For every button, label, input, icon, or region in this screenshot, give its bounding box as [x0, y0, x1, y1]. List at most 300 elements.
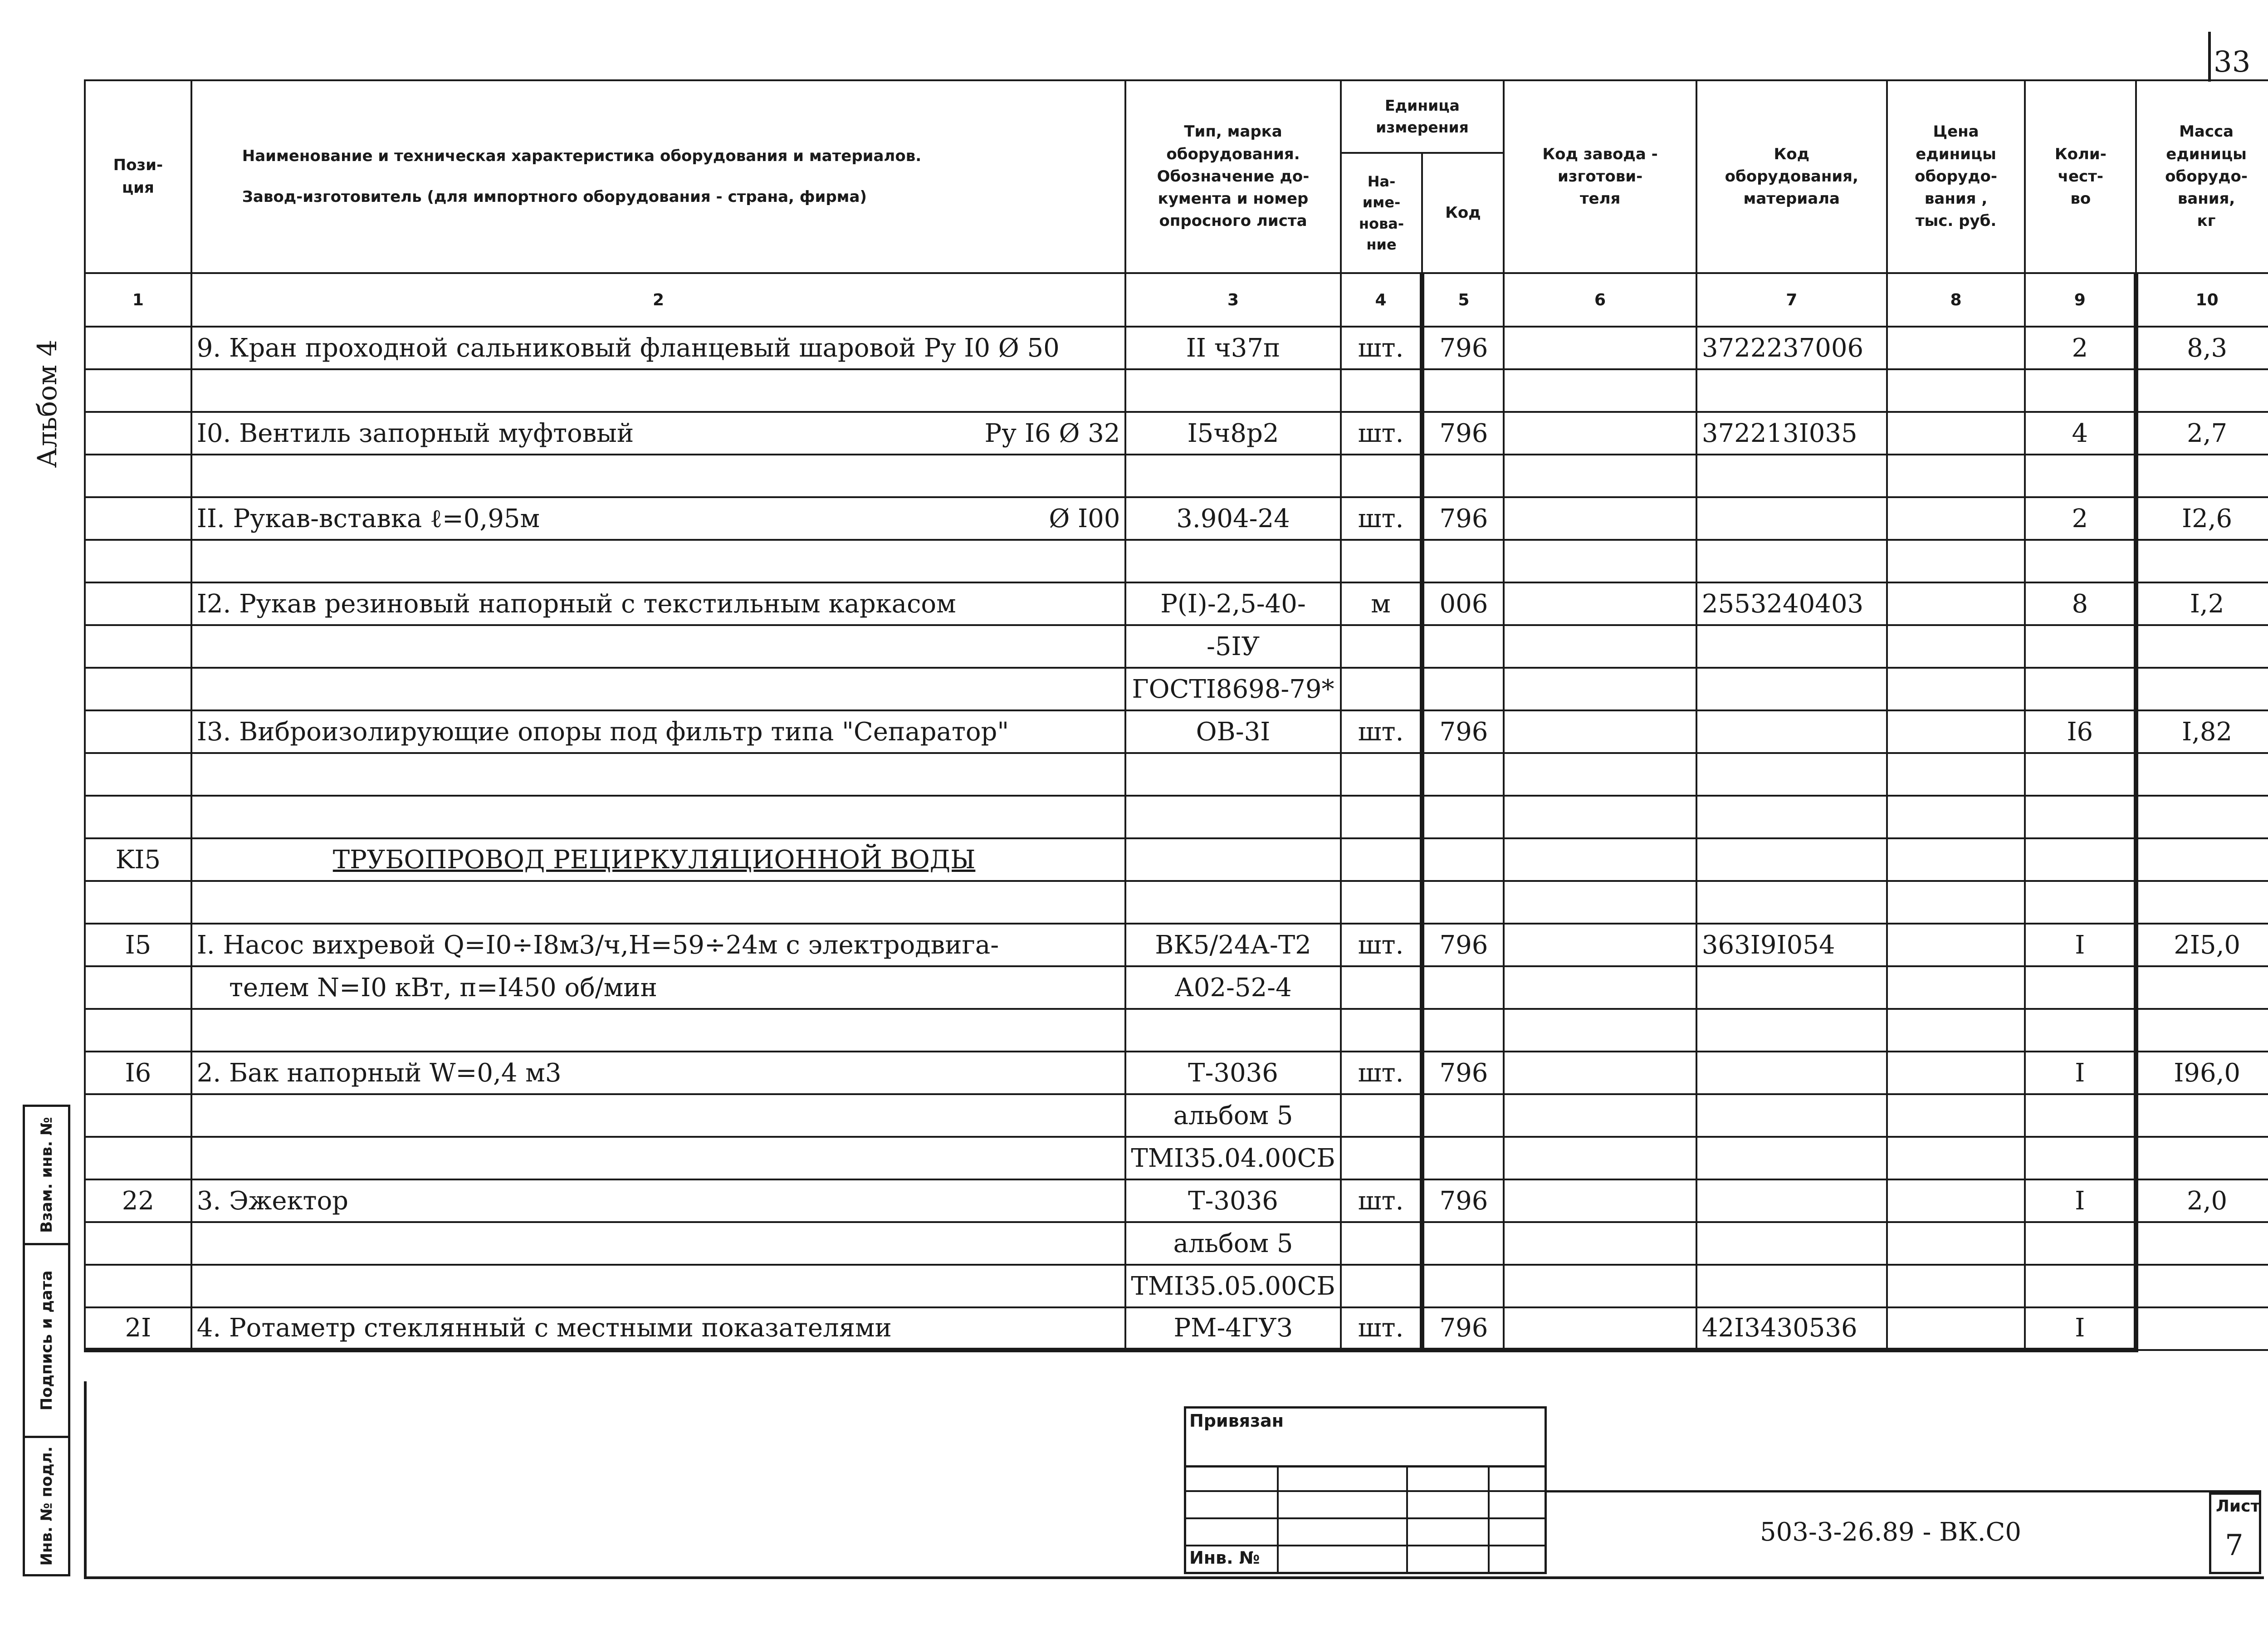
cell-type: ВК5/24А-Т2 [1125, 924, 1340, 966]
cell-type [1125, 796, 1340, 838]
cell-code [1696, 1009, 1887, 1052]
cell-type: I5ч8р2 [1125, 412, 1340, 455]
table-row [85, 582, 2268, 625]
table-row [85, 966, 2268, 1009]
cell-qty [2025, 668, 2136, 710]
cell-code [1696, 796, 1887, 838]
cell-factory [1504, 412, 1696, 455]
cell-factory [1504, 838, 1696, 881]
cell-ucode: 796 [1422, 1179, 1504, 1222]
cell-unit [1341, 753, 1422, 796]
album-side-label: Альбом 4 [32, 339, 63, 468]
table-row [85, 796, 2268, 838]
cell-mass: 8,3 [2136, 327, 2268, 369]
cell-pos [85, 1009, 191, 1052]
cell-code [1696, 1222, 1887, 1265]
cell-price [1887, 1052, 2025, 1094]
cell-qty: 8 [2025, 582, 2136, 625]
cell-pos [85, 327, 191, 369]
cell-code [1696, 540, 1887, 582]
cell-name [191, 1137, 1126, 1179]
cell-name: I2. Рукав резиновый напорный с текстильным каркасом [191, 582, 1126, 625]
cell-mass [2136, 540, 2268, 582]
cell-type: -5IУ [1125, 625, 1340, 668]
cell-name [191, 1265, 1126, 1307]
cell-price [1887, 327, 2025, 369]
cell-price [1887, 710, 2025, 753]
cell-code: 363I9I054 [1696, 924, 1887, 966]
cell-ucode [1422, 1137, 1504, 1179]
cell-mass: 2,7 [2136, 412, 2268, 455]
cell-name: телем N=I0 кВт, п=I450 об/мин [191, 966, 1126, 1009]
cell-ucode [1422, 881, 1504, 924]
cell-ucode [1422, 753, 1504, 796]
cell-pos: I5 [85, 924, 191, 966]
cell-unit [1341, 625, 1422, 668]
cell-price [1887, 924, 2025, 966]
cell-pos [85, 796, 191, 838]
item-name: II. Рукав-вставка ℓ=0,95м [196, 504, 540, 533]
table-row [85, 412, 2268, 455]
table-row [85, 881, 2268, 924]
sheet-label: Лист [2216, 1497, 2260, 1516]
cell-price [1887, 1009, 2025, 1052]
cell-factory [1504, 1052, 1696, 1094]
column-index: 2 [191, 273, 1126, 327]
column-index: 4 [1341, 273, 1422, 327]
cell-type [1125, 455, 1340, 497]
cell-price [1887, 1307, 2025, 1350]
table-row [85, 497, 2268, 540]
stamp-vzam-inv [23, 1105, 70, 1245]
section-heading: ТРУБОПРОВОД РЕЦИРКУЛЯЦИОННОЙ ВОДЫ [332, 845, 976, 875]
cell-ucode [1422, 369, 1504, 412]
cell-ucode [1422, 838, 1504, 881]
cell-type: альбом 5 [1125, 1222, 1340, 1265]
cell-mass [2136, 838, 2268, 881]
cell-ucode: 796 [1422, 710, 1504, 753]
cell-unit [1341, 1137, 1422, 1179]
stamp-vzam-label: Взам. инв. № [37, 1117, 56, 1233]
table-row [85, 625, 2268, 668]
cell-qty [2025, 838, 2136, 881]
table-body [85, 273, 2268, 1350]
cell-mass [2136, 1265, 2268, 1307]
cell-qty [2025, 881, 2136, 924]
cell-ucode [1422, 1009, 1504, 1052]
cell-qty [2025, 796, 2136, 838]
cell-code [1696, 838, 1887, 881]
cell-unit: шт. [1341, 1179, 1422, 1222]
cell-price [1887, 1179, 2025, 1222]
cell-qty [2025, 966, 2136, 1009]
cell-qty [2025, 1222, 2136, 1265]
cell-unit [1341, 966, 1422, 1009]
cell-name [191, 369, 1126, 412]
cell-unit [1341, 540, 1422, 582]
cell-qty [2025, 625, 2136, 668]
header-unit-code: Код [1422, 153, 1504, 273]
cell-factory [1504, 1179, 1696, 1222]
cell-pos [85, 966, 191, 1009]
table-row [85, 1222, 2268, 1265]
cell-pos [85, 625, 191, 668]
cell-price [1887, 540, 2025, 582]
cell-factory [1504, 1094, 1696, 1137]
cell-ucode [1422, 1094, 1504, 1137]
cell-type: ТМI35.04.00СБ [1125, 1137, 1340, 1179]
cell-qty: I [2025, 1052, 2136, 1094]
cell-name [191, 838, 1126, 881]
cell-unit: шт. [1341, 327, 1422, 369]
table-header [85, 80, 2268, 273]
cell-name [191, 412, 1126, 455]
item-name: I0. Вентиль запорный муфтовый [196, 418, 634, 448]
cell-ucode: 796 [1422, 327, 1504, 369]
cell-code: 372213I035 [1696, 412, 1887, 455]
cell-code [1696, 753, 1887, 796]
cell-qty: 2 [2025, 497, 2136, 540]
cell-mass [2136, 455, 2268, 497]
cell-name: I. Насос вихревой Q=I0÷I8м3/ч,Н=59÷24м с электродвига- [191, 924, 1126, 966]
title-block-divider [1545, 1490, 2261, 1492]
cell-factory [1504, 625, 1696, 668]
cell-pos [85, 710, 191, 753]
cell-qty [2025, 540, 2136, 582]
cell-unit [1341, 881, 1422, 924]
cell-factory [1504, 924, 1696, 966]
cell-code [1696, 1137, 1887, 1179]
column-index: 9 [2025, 273, 2136, 327]
cell-type: Р(I)-2,5-40- [1125, 582, 1340, 625]
cell-pos [85, 1222, 191, 1265]
cell-name [191, 1094, 1126, 1137]
table-row [85, 838, 2268, 881]
equipment-spec-table [84, 79, 2268, 1352]
cell-code: 42I3430536 [1696, 1307, 1887, 1350]
cell-price [1887, 1094, 2025, 1137]
cell-price [1887, 369, 2025, 412]
cell-unit [1341, 668, 1422, 710]
cell-type: ОВ-3I [1125, 710, 1340, 753]
header-name: Наименование и техническая характеристика оборудования и материалов. Завод-изготовитель (для импортного оборудования - страна, фирма) [191, 80, 1126, 273]
cell-factory [1504, 455, 1696, 497]
cell-factory [1504, 540, 1696, 582]
cell-unit: шт. [1341, 924, 1422, 966]
cell-pos [85, 412, 191, 455]
cell-qty: 2 [2025, 327, 2136, 369]
column-index: 1 [85, 273, 191, 327]
cell-code [1696, 1094, 1887, 1137]
sheet-number: 33 [2214, 45, 2251, 79]
cell-price [1887, 881, 2025, 924]
header-type: Тип, марка оборудования. Обозначение до- кумента и номер опросного листа [1125, 80, 1340, 273]
cell-factory [1504, 369, 1696, 412]
column-index: 3 [1125, 273, 1340, 327]
cell-mass: I96,0 [2136, 1052, 2268, 1094]
table-row [85, 1052, 2268, 1094]
cell-mass [2136, 668, 2268, 710]
cell-factory [1504, 1222, 1696, 1265]
cell-unit: шт. [1341, 497, 1422, 540]
cell-qty: 4 [2025, 412, 2136, 455]
cell-price [1887, 796, 2025, 838]
cell-factory [1504, 582, 1696, 625]
cell-name [191, 455, 1126, 497]
cell-factory [1504, 966, 1696, 1009]
cell-mass [2136, 369, 2268, 412]
cell-unit: шт. [1341, 1052, 1422, 1094]
cell-pos [85, 753, 191, 796]
cell-ucode: 796 [1422, 1052, 1504, 1094]
cell-mass [2136, 881, 2268, 924]
cell-mass: I2,6 [2136, 497, 2268, 540]
cell-mass: I,82 [2136, 710, 2268, 753]
cell-pos: I6 [85, 1052, 191, 1094]
cell-ucode: 796 [1422, 497, 1504, 540]
table-row [85, 540, 2268, 582]
cell-unit [1341, 369, 1422, 412]
cell-name [191, 753, 1126, 796]
cell-price [1887, 668, 2025, 710]
cell-price [1887, 1137, 2025, 1179]
table-row [85, 1265, 2268, 1307]
cell-mass: 2I5,0 [2136, 924, 2268, 966]
cell-type: Т-3036 [1125, 1052, 1340, 1094]
cell-code [1696, 625, 1887, 668]
cell-price [1887, 625, 2025, 668]
stamp-signature-date [23, 1243, 70, 1438]
cell-price [1887, 455, 2025, 497]
cell-name [191, 668, 1126, 710]
cell-type [1125, 369, 1340, 412]
table-row [85, 924, 2268, 966]
cell-unit [1341, 1265, 1422, 1307]
cell-code [1696, 1052, 1887, 1094]
cell-ucode [1422, 455, 1504, 497]
cell-name [191, 796, 1126, 838]
cell-factory [1504, 497, 1696, 540]
cell-mass [2136, 796, 2268, 838]
cell-code: 2553240403 [1696, 582, 1887, 625]
cell-unit [1341, 1222, 1422, 1265]
item-spec: Ø I00 [1049, 504, 1120, 533]
table-row [85, 455, 2268, 497]
cell-name: 2. Бак напорный W=0,4 м3 [191, 1052, 1126, 1094]
document-code: 503-3-26.89 - ВК.С0 [1760, 1517, 2021, 1547]
cell-mass [2136, 1222, 2268, 1265]
cell-pos [85, 668, 191, 710]
cell-factory [1504, 1009, 1696, 1052]
column-index: 5 [1422, 273, 1504, 327]
cell-type [1125, 838, 1340, 881]
cell-qty: I6 [2025, 710, 2136, 753]
cell-pos: 2I [85, 1307, 191, 1350]
table-row [85, 753, 2268, 796]
cell-qty [2025, 455, 2136, 497]
cell-type: Т-3036 [1125, 1179, 1340, 1222]
cell-factory [1504, 327, 1696, 369]
cell-unit: шт. [1341, 412, 1422, 455]
cell-pos [85, 369, 191, 412]
cell-mass [2136, 1009, 2268, 1052]
cell-pos [85, 1137, 191, 1179]
cell-ucode: 796 [1422, 924, 1504, 966]
cell-price [1887, 753, 2025, 796]
cell-price [1887, 1265, 2025, 1307]
cell-factory [1504, 710, 1696, 753]
cell-code [1696, 1265, 1887, 1307]
cell-type: РМ-4ГУЗ [1125, 1307, 1340, 1350]
cell-factory [1504, 796, 1696, 838]
cell-pos [85, 497, 191, 540]
cell-unit: м [1341, 582, 1422, 625]
cell-price [1887, 582, 2025, 625]
cell-price [1887, 838, 2025, 881]
cell-name [191, 1009, 1126, 1052]
cell-factory [1504, 753, 1696, 796]
header-material-code: Код оборудования, материала [1696, 80, 1887, 273]
cell-type [1125, 753, 1340, 796]
cell-unit [1341, 838, 1422, 881]
cell-unit [1341, 455, 1422, 497]
cell-unit [1341, 1094, 1422, 1137]
cell-name [191, 540, 1126, 582]
cell-price [1887, 497, 2025, 540]
cell-qty: I [2025, 924, 2136, 966]
cell-ucode [1422, 966, 1504, 1009]
stamp-inv-podl [23, 1436, 70, 1576]
cell-code [1696, 710, 1887, 753]
table-row [85, 710, 2268, 753]
cell-name: 9. Кран проходной сальниковый фланцевый шаровой Ру I0 Ø 50 [191, 327, 1126, 369]
cell-mass: I,2 [2136, 582, 2268, 625]
cell-name: 4. Ротаметр стеклянный с местными показателями [191, 1307, 1126, 1350]
header-position: Пози- ция [85, 80, 191, 273]
cell-factory [1504, 1307, 1696, 1350]
cell-mass [2136, 1307, 2268, 1350]
header-mass: Масса единицы оборудо- вания, кг [2136, 80, 2268, 273]
stamp-signature-label: Подпись и дата [37, 1270, 56, 1411]
cell-type [1125, 540, 1340, 582]
inv-no-label: Инв. № [1189, 1548, 1260, 1568]
header-price: Цена единицы оборудо- вания , тыс. руб. [1887, 80, 2025, 273]
cell-qty [2025, 1137, 2136, 1179]
cell-name: I3. Виброизолирующие опоры под фильтр типа "Сепаратор" [191, 710, 1126, 753]
cell-factory [1504, 881, 1696, 924]
cell-name: 3. Эжектор [191, 1179, 1126, 1222]
cell-name [191, 625, 1126, 668]
cell-code [1696, 497, 1887, 540]
cell-code: 3722237006 [1696, 327, 1887, 369]
table-row [85, 668, 2268, 710]
cell-code [1696, 881, 1887, 924]
cell-name [191, 497, 1126, 540]
cell-ucode [1422, 625, 1504, 668]
cell-qty [2025, 1265, 2136, 1307]
cell-code [1696, 668, 1887, 710]
cell-type: ГОСТI8698-79* [1125, 668, 1340, 710]
cell-qty [2025, 1094, 2136, 1137]
cell-code [1696, 369, 1887, 412]
cell-unit [1341, 796, 1422, 838]
cell-ucode [1422, 1222, 1504, 1265]
cell-code [1696, 1179, 1887, 1222]
cell-mass: 2,0 [2136, 1179, 2268, 1222]
table-row [85, 369, 2268, 412]
cell-unit: шт. [1341, 710, 1422, 753]
column-index: 8 [1887, 273, 2025, 327]
cell-ucode [1422, 540, 1504, 582]
cell-name [191, 881, 1126, 924]
cell-type [1125, 881, 1340, 924]
cell-ucode: 006 [1422, 582, 1504, 625]
table-row [85, 1009, 2268, 1052]
cell-pos [85, 540, 191, 582]
table-row [85, 327, 2268, 369]
cell-factory [1504, 668, 1696, 710]
cell-ucode [1422, 1265, 1504, 1307]
cell-ucode [1422, 668, 1504, 710]
cell-ucode [1422, 796, 1504, 838]
table-row [85, 1179, 2268, 1222]
cell-type: ТМI35.05.00СБ [1125, 1265, 1340, 1307]
cell-pos [85, 1265, 191, 1307]
cell-price [1887, 966, 2025, 1009]
cell-pos: KI5 [85, 838, 191, 881]
cell-type: альбом 5 [1125, 1094, 1340, 1137]
stamp-inv-label: Инв. № подл. [37, 1446, 56, 1566]
cell-pos [85, 881, 191, 924]
cell-qty [2025, 1009, 2136, 1052]
header-unit-name: На- име- нова- ние [1341, 153, 1422, 273]
cell-qty [2025, 369, 2136, 412]
cell-qty [2025, 753, 2136, 796]
sheet-box-number: 7 [2225, 1529, 2244, 1562]
cell-pos [85, 455, 191, 497]
cell-ucode: 796 [1422, 1307, 1504, 1350]
cell-qty: I [2025, 1307, 2136, 1350]
cell-name [191, 1222, 1126, 1265]
column-index: 7 [1696, 273, 1887, 327]
cell-mass [2136, 1094, 2268, 1137]
cell-mass [2136, 1137, 2268, 1179]
table-row [85, 1307, 2268, 1350]
cell-type: 3.904-24 [1125, 497, 1340, 540]
cell-pos [85, 1094, 191, 1137]
cell-price [1887, 1222, 2025, 1265]
column-index: 10 [2136, 273, 2268, 327]
cell-code [1696, 455, 1887, 497]
column-index: 6 [1504, 273, 1696, 327]
header-quantity: Коли- чест- во [2025, 80, 2136, 273]
cell-type: А02-52-4 [1125, 966, 1340, 1009]
cell-type [1125, 1009, 1340, 1052]
privyazan-label: Привязан [1189, 1411, 1284, 1431]
cell-price [1887, 412, 2025, 455]
cell-mass [2136, 966, 2268, 1009]
table-row [85, 1137, 2268, 1179]
header-unit-group: Единица измерения [1341, 80, 1504, 153]
header-factory-code: Код завода - изготови- теля [1504, 80, 1696, 273]
cell-factory [1504, 1265, 1696, 1307]
cell-mass [2136, 625, 2268, 668]
cell-pos [85, 582, 191, 625]
cell-type: II ч37п [1125, 327, 1340, 369]
column-index-row [85, 273, 2268, 327]
cell-qty: I [2025, 1179, 2136, 1222]
sheet-number-tick [2208, 32, 2211, 82]
